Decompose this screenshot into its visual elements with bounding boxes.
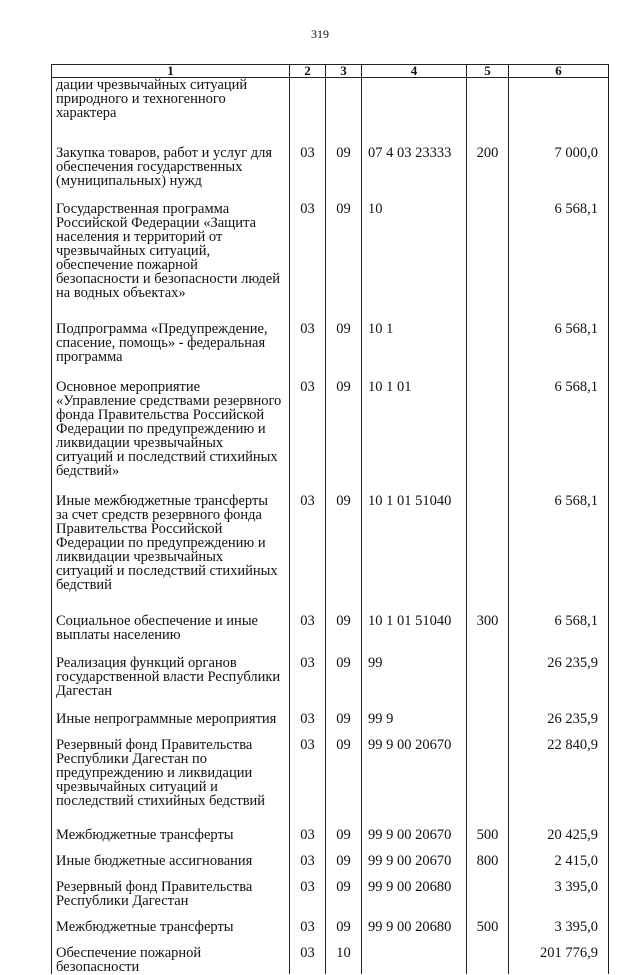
row-name: Социальное обеспечение и иные выплаты населению — [52, 614, 290, 656]
row-amount: 26 235,9 — [509, 656, 609, 712]
row-subsection: 10 — [326, 946, 362, 974]
row-name: Межбюджетные трансферты — [52, 920, 290, 946]
row-amount: 20 425,9 — [509, 828, 609, 854]
row-target-code: 10 1 01 — [362, 380, 467, 494]
row-section: 03 — [290, 146, 326, 202]
table-row — [52, 494, 609, 614]
row-subsection: 09 — [326, 322, 362, 380]
row-amount: 7 000,0 — [509, 146, 609, 202]
table-row — [52, 614, 609, 656]
row-amount: 6 568,1 — [509, 322, 609, 380]
row-name: Реализация функций органов государственной власти Республики Дагестан — [52, 656, 290, 712]
header-row — [52, 65, 609, 78]
row-subsection: 09 — [326, 712, 362, 738]
row-name: Иные непрограммные мероприятия — [52, 712, 290, 738]
row-target-code: 10 1 — [362, 322, 467, 380]
row-amount: 201 776,9 — [509, 946, 609, 974]
row-section: 03 — [290, 202, 326, 322]
row-target-code: 10 — [362, 202, 467, 322]
row-amount: 3 395,0 — [509, 920, 609, 946]
row-section: 03 — [290, 946, 326, 974]
row-expense-type: 200 — [467, 146, 509, 202]
table-row — [52, 880, 609, 920]
row-subsection: 09 — [326, 146, 362, 202]
row-amount: 22 840,9 — [509, 738, 609, 828]
row-name: Иные бюджетные ассигнования — [52, 854, 290, 880]
row-name: Основное мероприятие «Управление средствами резервного фонда Правительства Российской Федерации по предупреждению и ликвидации чрезвычайных ситуаций и последствий стихийных бедствий» — [52, 380, 290, 494]
row-subsection: 09 — [326, 920, 362, 946]
row-target-code: 99 9 00 20670 — [362, 854, 467, 880]
row-section: 03 — [290, 738, 326, 828]
page-number: 319 — [311, 27, 329, 41]
row-amount: 3 395,0 — [509, 880, 609, 920]
row-subsection: 09 — [326, 202, 362, 322]
row-expense-type — [467, 738, 509, 828]
row-target-code: 10 1 01 51040 — [362, 494, 467, 614]
row-section: 03 — [290, 322, 326, 380]
row-expense-type: 500 — [467, 828, 509, 854]
row-name: Резервный фонд Правительства Республики Дагестан — [52, 880, 290, 920]
row-name: Закупка товаров, работ и услуг для обеспечения государственных (муниципальных) нужд — [52, 146, 290, 202]
row-section: 03 — [290, 614, 326, 656]
row-subsection: 09 — [326, 380, 362, 494]
row-section: 03 — [290, 494, 326, 614]
header-col-6: 6 — [509, 65, 609, 78]
row-section: 03 — [290, 656, 326, 712]
row-expense-type — [467, 494, 509, 614]
row-section: 03 — [290, 380, 326, 494]
row-amount: 6 568,1 — [509, 202, 609, 322]
row-expense-type — [467, 656, 509, 712]
row-expense-type — [467, 880, 509, 920]
row-name: Государственная программа Российской Федерации «Защита населения и территорий от чрезвычайных ситуаций, обеспечение пожарной безопасности и безопасности людей на водных объектах» — [52, 202, 290, 322]
table-row — [52, 656, 609, 712]
row-name: Резервный фонд Правительства Республики Дагестан по предупреждению и ликвидации чрезвычайных ситуаций и последствий стихийных бедствий — [52, 738, 290, 828]
budget-table — [51, 64, 609, 974]
row-expense-type: 300 — [467, 614, 509, 656]
row-target-code: 99 9 — [362, 712, 467, 738]
row-subsection: 09 — [326, 880, 362, 920]
table-row — [52, 202, 609, 322]
table-row — [52, 854, 609, 880]
row-expense-type — [467, 322, 509, 380]
row-target-code: 99 9 00 20670 — [362, 738, 467, 828]
header-col-2: 2 — [290, 65, 326, 78]
row-subsection: 09 — [326, 656, 362, 712]
row-subsection: 09 — [326, 494, 362, 614]
continuation-row — [52, 78, 609, 147]
table-row — [52, 828, 609, 854]
row-expense-type — [467, 202, 509, 322]
row-target-code: 99 9 00 20670 — [362, 828, 467, 854]
row-subsection: 09 — [326, 614, 362, 656]
header-col-3: 3 — [326, 65, 362, 78]
row-section: 03 — [290, 828, 326, 854]
table-row — [52, 920, 609, 946]
header-col-5: 5 — [467, 65, 509, 78]
row-name: Подпрограмма «Предупреждение, спасение, помощь» - федеральная программа — [52, 322, 290, 380]
row-target-code: 10 1 01 51040 — [362, 614, 467, 656]
row-name: Иные межбюджетные трансферты за счет средств резервного фонда Правительства Российской Федерации по предупреждению и ликвидации чрезвычайных ситуаций и последствий стихийных бедствий — [52, 494, 290, 614]
row-target-code: 99 9 00 20680 — [362, 920, 467, 946]
row-amount: 6 568,1 — [509, 380, 609, 494]
row-section: 03 — [290, 712, 326, 738]
table-row — [52, 380, 609, 494]
table-row — [52, 322, 609, 380]
table-row — [52, 146, 609, 202]
table-row — [52, 712, 609, 738]
row-name: Обеспечение пожарной безопасности — [52, 946, 290, 974]
row-amount: 26 235,9 — [509, 712, 609, 738]
row-target-code: 07 4 03 23333 — [362, 146, 467, 202]
row-subsection: 09 — [326, 738, 362, 828]
row-target-code — [362, 946, 467, 974]
table-row — [52, 738, 609, 828]
header-col-4: 4 — [362, 65, 467, 78]
row-amount: 6 568,1 — [509, 614, 609, 656]
row-subsection: 09 — [326, 828, 362, 854]
row-name: Межбюджетные трансферты — [52, 828, 290, 854]
row-amount: 6 568,1 — [509, 494, 609, 614]
row-expense-type — [467, 946, 509, 974]
row-expense-type: 500 — [467, 920, 509, 946]
row-subsection: 09 — [326, 854, 362, 880]
continuation-text: дации чрезвычайных ситуаций природного и техногенного характера — [52, 78, 290, 147]
row-expense-type — [467, 712, 509, 738]
row-section: 03 — [290, 854, 326, 880]
row-amount: 2 415,0 — [509, 854, 609, 880]
header-col-1: 1 — [52, 65, 290, 78]
row-expense-type — [467, 380, 509, 494]
row-target-code: 99 — [362, 656, 467, 712]
row-target-code: 99 9 00 20680 — [362, 880, 467, 920]
row-section: 03 — [290, 880, 326, 920]
row-section: 03 — [290, 920, 326, 946]
table-row — [52, 946, 609, 974]
row-expense-type: 800 — [467, 854, 509, 880]
